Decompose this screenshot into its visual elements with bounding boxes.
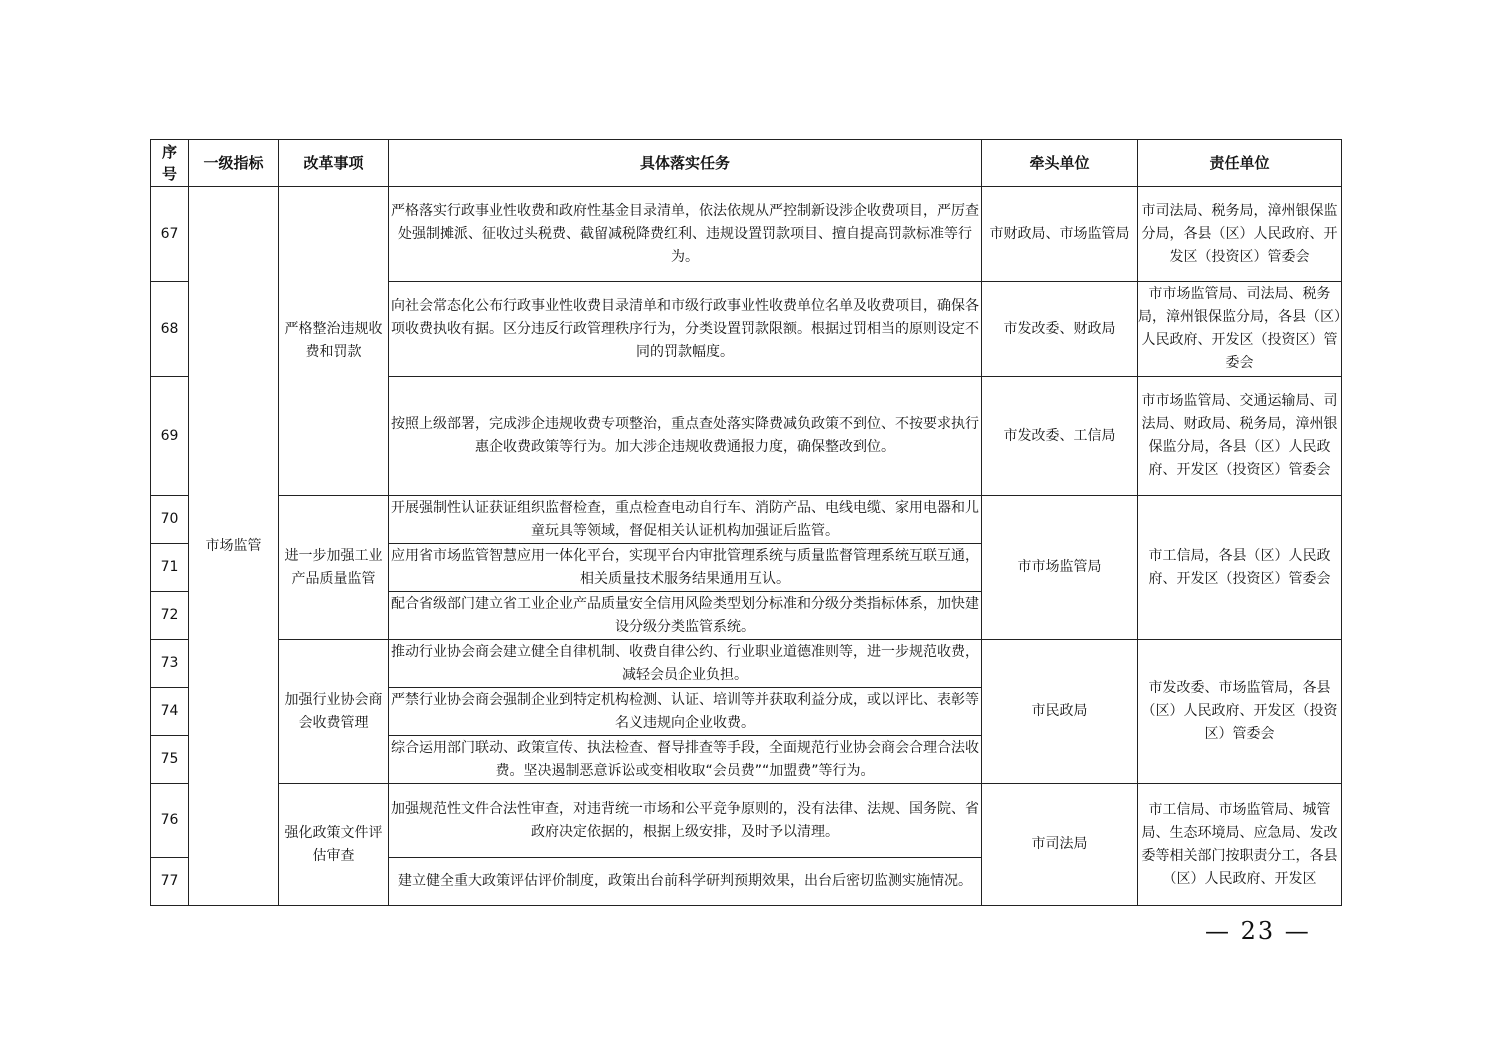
responsible-unit: 市市场监管局、司法局、税务局，漳州银保监分局，各县（区）人民政府、开发区（投资区）管委会 [1138, 282, 1342, 377]
task-cell: 应用省市场监管智慧应用一体化平台，实现平台内审批管理系统与质量监督管理系统互联互通，相关质量技术服务结果通用互认。 [389, 544, 982, 592]
task-cell: 按照上级部署，完成涉企违规收费专项整治，重点查处落实降费减负政策不到位、不按要求执行惠企收费政策等行为。加大涉企违规收费通报力度，确保整改到位。 [389, 377, 982, 496]
row-number: 75 [151, 736, 189, 784]
row-number: 74 [151, 688, 189, 736]
responsible-unit: 市发改委、市场监管局，各县（区）人民政府、开发区（投资区）管委会 [1138, 640, 1342, 784]
row-number: 68 [151, 282, 189, 377]
page-number: — 23 — [1205, 917, 1311, 945]
row-number: 70 [151, 496, 189, 544]
lead-unit: 市发改委、工信局 [982, 377, 1138, 496]
row-number: 71 [151, 544, 189, 592]
reform-item: 严格整治违规收费和罚款 [279, 187, 389, 496]
table-header-row [151, 140, 1342, 187]
responsible-unit: 市司法局、税务局，漳州银保监分局，各县（区）人民政府、开发区（投资区）管委会 [1138, 187, 1342, 282]
header-task: 具体落实任务 [389, 140, 982, 187]
reform-item: 加强行业协会商会收费管理 [279, 640, 389, 784]
task-cell: 配合省级部门建立省工业企业产品质量安全信用风险类型划分标准和分级分类指标体系，加快建设分级分类监管系统。 [389, 592, 982, 640]
header-level1: 一级指标 [189, 140, 279, 187]
header-resp: 责任单位 [1138, 140, 1342, 187]
responsible-unit: 市工信局，各县（区）人民政府、开发区（投资区）管委会 [1138, 496, 1342, 640]
task-cell: 严格落实行政事业性收费和政府性基金目录清单，依法依规从严控制新设涉企收费项目，严厉查处强制摊派、征收过头税费、截留减税降费红利、违规设置罚款项目、擅自提高罚款标准等行为。 [389, 187, 982, 282]
table-row [151, 496, 1342, 544]
task-cell: 严禁行业协会商会强制企业到特定机构检测、认证、培训等并获取利益分成，或以评比、表彰等名义违规向企业收费。 [389, 688, 982, 736]
task-cell: 建立健全重大政策评估评价制度，政策出台前科学研判预期效果，出台后密切监测实施情况。 [389, 858, 982, 906]
reform-task-table [150, 139, 1342, 906]
lead-unit: 市财政局、市场监管局 [982, 187, 1138, 282]
responsible-unit: 市市场监管局、交通运输局、司法局、财政局、税务局，漳州银保监分局，各县（区）人民政府、开发区（投资区）管委会 [1138, 377, 1342, 496]
lead-unit: 市市场监管局 [982, 496, 1138, 640]
header-item: 改革事项 [279, 140, 389, 187]
lead-unit: 市司法局 [982, 784, 1138, 906]
lead-unit: 市发改委、财政局 [982, 282, 1138, 377]
row-number: 73 [151, 640, 189, 688]
header-no: 序 号 [151, 140, 189, 187]
row-number: 67 [151, 187, 189, 282]
reform-item: 进一步加强工业产品质量监管 [279, 496, 389, 640]
lead-unit: 市民政局 [982, 640, 1138, 784]
row-number: 72 [151, 592, 189, 640]
task-cell: 向社会常态化公布行政事业性收费目录清单和市级行政事业性收费单位名单及收费项目，确保各项收费执收有据。区分违反行政管理秩序行为，分类设置罚款限额。根据过罚相当的原则设定不同的罚款幅度。 [389, 282, 982, 377]
task-cell: 开展强制性认证获证组织监督检查，重点检查电动自行车、消防产品、电线电缆、家用电器和儿童玩具等领域，督促相关认证机构加强证后监管。 [389, 496, 982, 544]
task-cell: 推动行业协会商会建立健全自律机制、收费自律公约、行业职业道德准则等，进一步规范收费，减轻会员企业负担。 [389, 640, 982, 688]
row-number: 76 [151, 784, 189, 858]
task-cell: 综合运用部门联动、政策宣传、执法检查、督导排查等手段，全面规范行业协会商会合理合法收费。坚决遏制恶意诉讼或变相收取“会员费”“加盟费”等行为。 [389, 736, 982, 784]
reform-item: 强化政策文件评估审查 [279, 784, 389, 906]
task-cell: 加强规范性文件合法性审查，对违背统一市场和公平竞争原则的，没有法律、法规、国务院、省政府决定依据的，根据上级安排，及时予以清理。 [389, 784, 982, 858]
table-row [151, 187, 1342, 282]
row-number: 69 [151, 377, 189, 496]
level1-indicator: 市场监管 [189, 187, 279, 906]
header-lead: 牵头单位 [982, 140, 1138, 187]
responsible-unit: 市工信局、市场监管局、城管局、生态环境局、应急局、发改委等相关部门按职责分工，各县（区）人民政府、开发区 [1138, 784, 1342, 906]
table-row [151, 784, 1342, 858]
row-number: 77 [151, 858, 189, 906]
table-row [151, 640, 1342, 688]
